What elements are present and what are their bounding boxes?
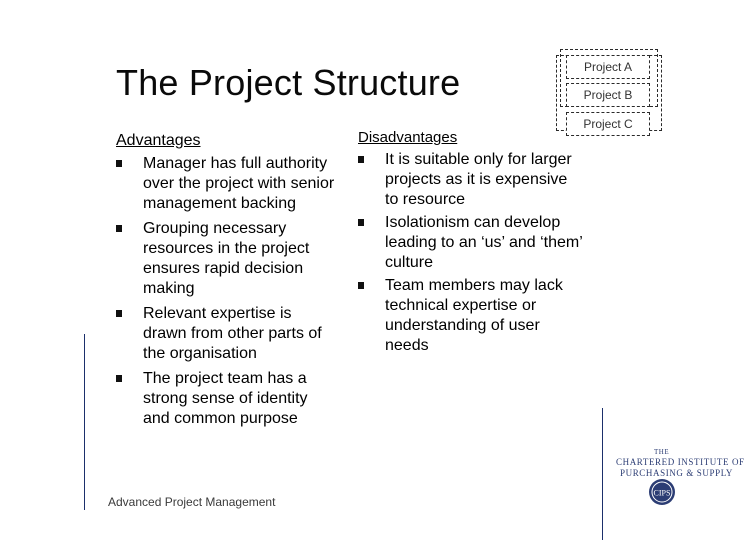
left-divider-rule [84, 334, 85, 510]
right-divider-rule [602, 408, 603, 540]
disadvantage-text: Isolationism can develop leading to an ‘us’ and ‘them’ culture [385, 214, 583, 271]
footer-text: Advanced Project Management [108, 495, 276, 509]
svg-text:CIPS: CIPS [653, 488, 671, 498]
advantages-list [116, 154, 336, 429]
bullet-icon [116, 375, 122, 382]
disadvantages-heading: Disadvantages [358, 129, 458, 146]
list-item [116, 304, 336, 364]
disadvantages-list [358, 150, 583, 356]
seal-icon [648, 478, 676, 506]
bullet-icon [358, 156, 364, 163]
project-a-box: Project A [566, 55, 650, 79]
list-item [358, 276, 583, 356]
advantage-text: Manager has full authority over the project with senior management backing [143, 155, 335, 212]
logo-line: CHARTERED INSTITUTE OF [616, 457, 745, 467]
logo-line: PURCHASING & SUPPLY [620, 468, 734, 478]
bullet-icon [116, 310, 122, 317]
project-c-box: Project C [566, 112, 650, 136]
disadvantage-text: It is suitable only for larger projects as it is expensive to resource [385, 151, 572, 208]
project-stack-diagram [556, 49, 666, 139]
slide-title: The Project Structure [116, 62, 461, 103]
bullet-icon [358, 282, 364, 289]
list-item [116, 369, 336, 429]
disadvantages-column [358, 129, 583, 359]
logo-line: THE [654, 448, 670, 456]
bullet-icon [116, 160, 122, 167]
list-item [116, 219, 336, 299]
advantage-text: Relevant expertise is drawn from other parts of the organisation [143, 305, 322, 362]
advantage-text: Grouping necessary resources in the project ensures rapid decision making [143, 220, 310, 297]
list-item [116, 154, 336, 214]
disadvantage-text: Team members may lack technical expertise or understanding of user needs [385, 277, 563, 354]
list-item [358, 213, 583, 273]
bullet-icon [358, 219, 364, 226]
project-b-box: Project B [566, 83, 650, 107]
advantage-text: The project team has a strong sense of identity and common purpose [143, 370, 308, 427]
advantages-column [116, 131, 336, 434]
list-item [358, 150, 583, 210]
advantages-heading: Advantages [116, 132, 201, 149]
bullet-icon [116, 225, 122, 232]
cips-logo [612, 448, 745, 508]
